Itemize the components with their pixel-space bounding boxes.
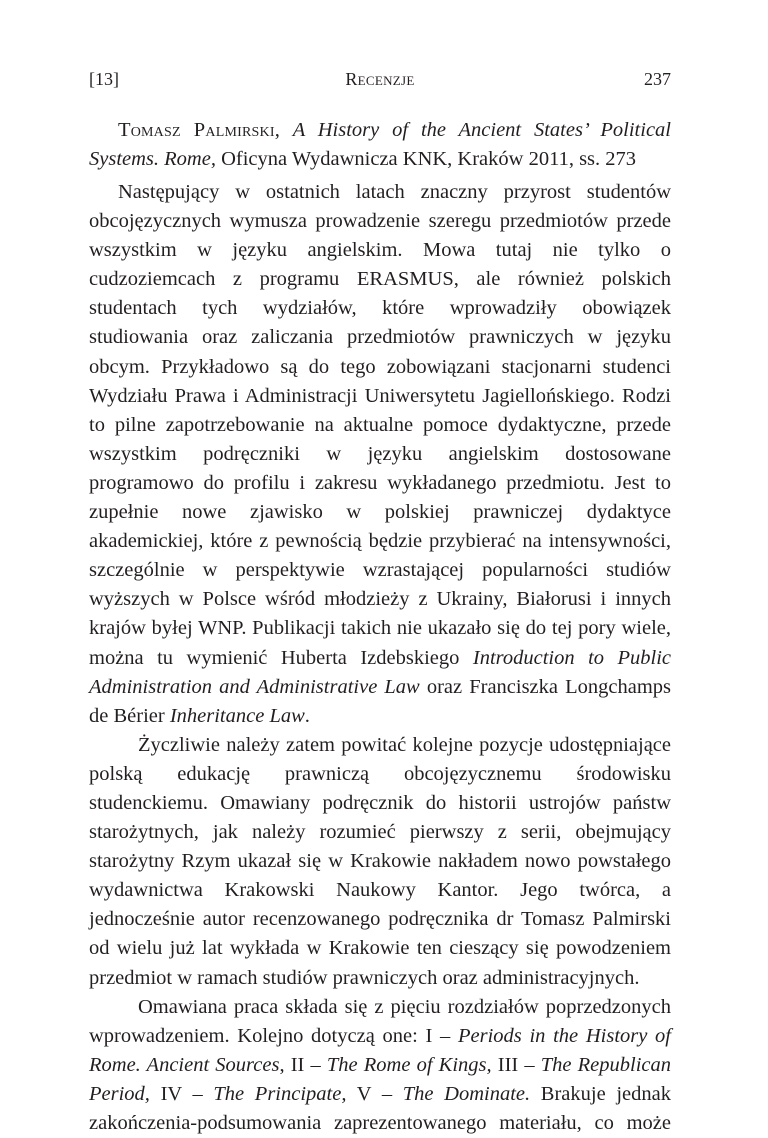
paragraph-3-sep-3: IV – <box>149 1082 214 1105</box>
chapter-3-title: The Republican Period, <box>89 1053 672 1105</box>
chapter-1-title: Periods in the History of Rome. Ancient Sources <box>89 1024 671 1076</box>
paragraph-1-text-2: oraz Franciszka Longchamps de Bérier <box>89 675 672 727</box>
citation-separator: , <box>274 119 293 141</box>
paragraph-3-sep-4: V – <box>346 1082 403 1105</box>
page-number: 237 <box>644 69 671 89</box>
paragraph-3-text-end: Brakuje jednak zakończenia-podsumowania zaprezentowanego materiału, co może <box>89 1082 671 1134</box>
citation-author: Tomasz Palmirski <box>118 119 275 141</box>
paragraph-1-book-title-1: Introduction to Public Administration and Administrative Law <box>89 646 672 698</box>
paragraph-3-sep-1: , II – <box>279 1053 327 1076</box>
paragraph-1-text-3: . <box>304 704 310 727</box>
review-body <box>89 178 671 1138</box>
citation-book-title: A History of the Ancient States’ Political Systems. Rome, <box>89 119 671 170</box>
paragraph-3-text: Omawiana praca składa się z pięciu rozdziałów poprzedzonych wprowadzeniem. Kolejno dotyczą one: I – <box>89 995 671 1047</box>
running-header <box>89 66 671 92</box>
citation-publisher: Oficyna Wydawnicza KNK, Kraków 2011, ss. 273 <box>215 148 637 170</box>
paragraph-1-book-title-2: Inheritance Law <box>169 704 305 727</box>
chapter-5-title: The Dominate. <box>402 1082 531 1105</box>
running-title: Recenzje <box>345 69 415 89</box>
paragraph-3-sep-2: III – <box>491 1053 541 1076</box>
chapter-4-title: The Principate, <box>213 1082 347 1105</box>
chapter-2-title: The Rome of Kings, <box>326 1053 492 1076</box>
section-number: [13] <box>89 69 119 89</box>
paragraph-1 <box>89 178 671 731</box>
paragraph-3 <box>89 993 671 1138</box>
book-citation <box>89 116 671 174</box>
paragraph-1-text: Następujący w ostatnich latach znaczny przyrost studentów obcojęzycznych wymusza prowadzenie szeregu przedmiotów przede wszystkim w języku angielskim. Mowa tutaj nie tylko o cudzoziemcach z programu ERASMUS, ale również polskich studentach tych wydziałów, które wprowadziły obowiązek studiowania oraz zaliczania przedmiotów prawniczych w języku obcym. Przykładowo są do tego zobowiązani stacjonarni studenci Wydziału Prawa i Administracji Uniwersytetu Jagiellońskiego. Rodzi to pilne zapotrzebowanie na aktualne pomoce dydaktyczne, przede wszystkim podręczniki w języku angielskim dostosowane programowo do profilu i zakresu wykładanego przedmiotu. Jest to zupełnie nowe zjawisko w polskiej prawniczej dydaktyce akademickiej, które z pewnością będzie przybierać na intensywności, szczególnie w perspektywie wzrastającej popularności studiów wyższych w Polsce wśród młodzieży z Ukrainy, Białorusi i innych krajów byłej WNP. Publikacji takich nie ukazało się do tej pory wiele, można tu wymienić Huberta Izdebskiego <box>89 181 671 669</box>
paragraph-2: Życzliwie należy zatem powitać kolejne pozycje udostępniające polską edukację prawniczą obcojęzycznemu środowisku studenckiemu. Omawiany podręcznik do historii ustrojów państw starożytnych, jak należy rozumieć pierwszy z serii, obejmujący starożytny Rzym ukazał się w Krakowie nakładem nowo powstałego wydawnictwa Krakowski Naukowy Kantor. Jego twórca, a jednocześnie autor recenzowanego podręcznika dr Tomasz Palmirski od wielu już lat wykłada w Krakowie ten cieszący się powodzeniem przedmiot w ramach studiów prawniczych oraz administracyjnych. <box>89 733 671 989</box>
